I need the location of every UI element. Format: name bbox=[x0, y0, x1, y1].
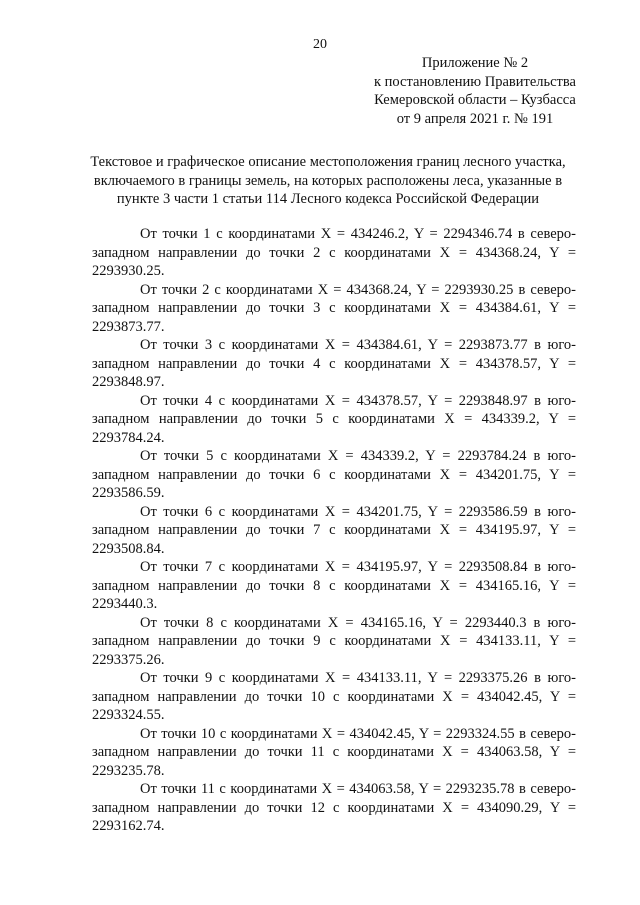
document-title-line: включаемого в границы земель, на которых расположены леса, указанные в bbox=[93, 172, 563, 189]
boundary-paragraph: От точки 11 с координатами X = 434063.58, Y = 2293235.78 в северо-западном направлении до точки 12 с координатами X = 434090.29, Y = 2293162.74. bbox=[92, 781, 576, 834]
appendix-header bbox=[340, 54, 610, 128]
boundary-paragraph: От точки 9 с координатами X = 434133.11, Y = 2293375.26 в юго-западном направлении до точки 10 с координатами X = 434042.45, Y = 2293324.55. bbox=[92, 670, 576, 723]
boundary-description bbox=[92, 225, 576, 836]
appendix-date: от 9 апреля 2021 г. № 191 bbox=[396, 110, 554, 127]
page-number: 20 bbox=[313, 37, 327, 52]
boundary-paragraph: От точки 5 с координатами X = 434339.2, Y = 2293784.24 в юго-западном направлении до точки 6 с координатами X = 434201.75, Y = 2293586.59. bbox=[92, 448, 576, 501]
document-title bbox=[80, 153, 576, 209]
document-title-line: пункте 3 части 1 статьи 114 Лесного кодекса Российской Федерации bbox=[116, 191, 540, 207]
appendix-reference: к постановлению Правительства bbox=[374, 73, 576, 90]
boundary-paragraph: От точки 2 с координатами X = 434368.24, Y = 2293930.25 в северо-западном направлении до точки 3 с координатами X = 434384.61, Y = 2293873.77. bbox=[92, 281, 576, 335]
boundary-paragraph: От точки 4 с координатами X = 434378.57, Y = 2293848.97 в юго-западном направлении до точки 5 с координатами X = 434339.2, Y = 2293784.24. bbox=[92, 392, 576, 446]
boundary-paragraph: От точки 7 с координатами X = 434195.97, Y = 2293508.84 в юго-западном направлении до точки 8 с координатами X = 434165.16, Y = 2293440.3. bbox=[92, 559, 576, 612]
document-title-line: Текстовое и графическое описание местоположения границ лесного участка, bbox=[90, 154, 566, 170]
boundary-paragraph: От точки 6 с координатами X = 434201.75, Y = 2293586.59 в юго-западном направлении до точки 7 с координатами X = 434195.97, Y = 2293508.84. bbox=[92, 503, 576, 557]
boundary-paragraph: От точки 10 с координатами X = 434042.45, Y = 2293324.55 в северо-западном направлении до точки 11 с координатами X = 434063.58, Y = 2293235.78. bbox=[92, 725, 576, 779]
boundary-paragraph: От точки 3 с координатами X = 434384.61, Y = 2293873.77 в юго-западном направлении до точки 4 с координатами X = 434378.57, Y = 2293848.97. bbox=[92, 337, 576, 390]
appendix-region: Кемеровской области – Кузбасса bbox=[374, 92, 576, 108]
boundary-paragraph: От точки 8 с координатами X = 434165.16, Y = 2293440.3 в юго-западном направлении до точки 9 с координатами X = 434133.11, Y = 2293375.26. bbox=[92, 614, 576, 668]
boundary-paragraph: От точки 1 с координатами X = 434246.2, Y = 2294346.74 в северо-западном направлении до точки 2 с координатами X = 434368.24, Y = 2293930.25. bbox=[92, 226, 576, 279]
appendix-title: Приложение № 2 bbox=[421, 55, 529, 71]
